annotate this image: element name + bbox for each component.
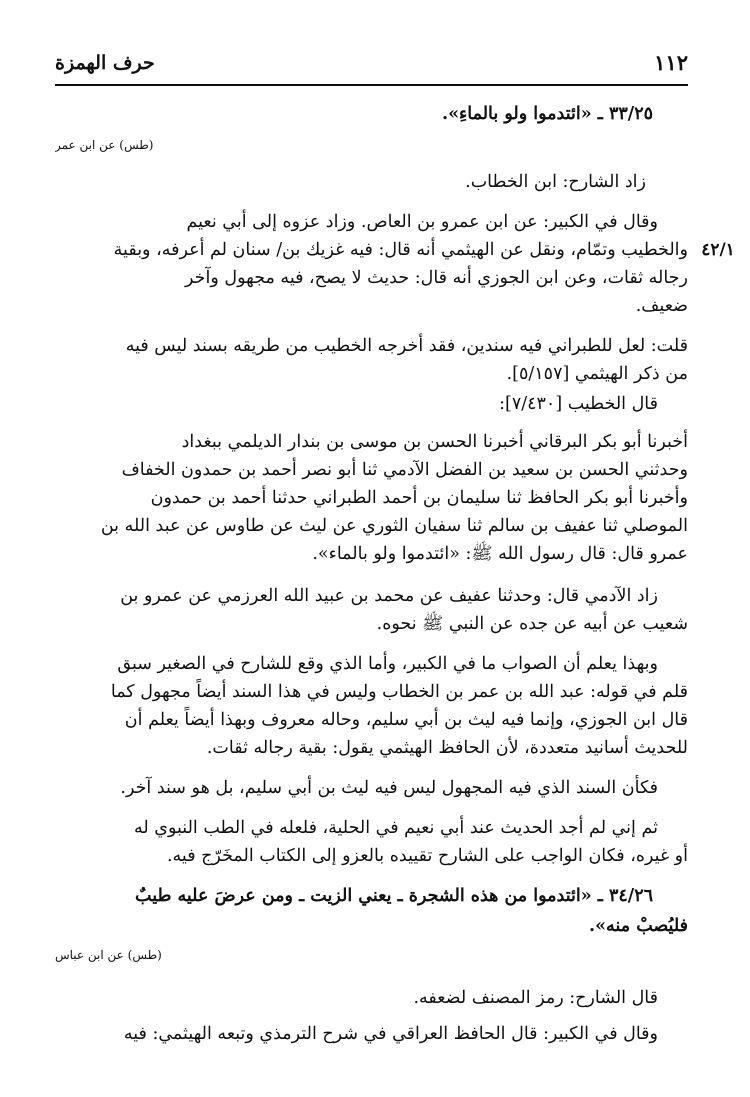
text-line: قال الخطيب [٧/٤٣٠]: — [499, 394, 658, 414]
text-line: قال ابن الجوزي، وإنما فيه ليث بن أبي سليم، وحاله معروف وبهذا أيضاً يعلم أن — [124, 710, 688, 730]
text-line: قلت: لعل للطبراني فيه سندين، فقد أخرجه الخطيب من طريقه بسند ليس فيه — [125, 336, 688, 356]
text-line: قال الشارح: رمز المصنف لضعفه. — [413, 988, 658, 1008]
page-header — [55, 50, 688, 84]
page-body — [55, 92, 735, 1097]
text-line: زاد الشارح: ابن الخطاب. — [465, 172, 646, 192]
text-line: أخبرنا أبو بكر البرقاني أخبرنا الحسن بن موسى بن بندار الديلمي ببغداد — [181, 432, 688, 452]
text-line: شعيب عن أبيه عن جده عن النبي ﷺ نحوه. — [376, 614, 688, 634]
margin-reference: ٤٢/١ — [701, 240, 735, 260]
text-line: فكأن السند الذي فيه المجهول ليس فيه ليث بن أبي سليم، بل هو سند آخر. — [120, 778, 658, 798]
header-rule — [55, 84, 688, 86]
text-line: وحدثني الحسن بن سعيد بن الفضل الآدمي ثنا أبو نصر أحمد بن حمدون الخفاف — [121, 460, 688, 480]
text-line: زاد الآدمي قال: وحدثنا عفيف عن محمد بن عبيد الله العرزمي عن عمرو بن — [120, 586, 658, 606]
text-line: قلم في قوله: عبد الله بن عمر بن الخطاب وليس في هذا السند أيضاً مجهول كما — [110, 682, 688, 702]
text-line: عمرو قال: قال رسول الله ﷺ: «ائتدموا ولو بالماء». — [312, 544, 688, 564]
text-line: من ذكر الهيثمي [٥/١٥٧]. — [506, 364, 688, 384]
text-line: ثم إني لم أجد الحديث عند أبي نعيم في الحلية، فلعله في الطب النبوي له — [134, 818, 658, 838]
text-line: وأخبرنا أبو بكر الحافظ ثنا سليمان بن أحمد الطبراني حدثنا أحمد بن حمدون — [150, 488, 688, 508]
text-line: وقال في الكبير: قال الحافظ العراقي في شرح الترمذي وتبعه الهيثمي: فيه — [123, 1024, 658, 1044]
hadith-heading-26: ٣٤/٢٦ ـ «ائتدموا من هذه الشجرة ـ يعني الزيت ـ ومن عرضَ عليه طيبٌ — [135, 886, 653, 906]
source-reference: (طس) عن ابن عمر — [55, 138, 154, 152]
page-number: ١١٢ — [654, 50, 688, 75]
text-line: ضعيف. — [635, 296, 688, 316]
text-line: للحديث أسانيد متعددة، لأن الحافظ الهيثمي يقول: بقية رجاله ثقات. — [206, 738, 688, 758]
source-reference: (طس) عن ابن عباس — [55, 948, 162, 962]
text-line: والخطيب وتمّام، ونقل عن الهيثمي أنه قال: فيه غزيك بن/ سنان لم أعرفه، وبقية — [113, 240, 688, 260]
text-line: الموصلي ثنا عفيف بن سالم ثنا سفيان الثوري عن ليث عن طاوس عن عبد الله بن — [100, 516, 688, 536]
text-line: وقال في الكبير: عن ابن عمرو بن العاص. وزاد عزوه إلى أبي نعيم — [186, 212, 658, 232]
running-title: حرف الهمزة — [55, 52, 155, 74]
text-line: رجاله ثقات، وعن ابن الجوزي أنه قال: حديث لا يصح، فيه مجهول وآخر — [185, 268, 688, 288]
hadith-heading-25: ٣٣/٢٥ ـ «ائتدموا ولو بالماءِ». — [442, 104, 653, 124]
text-line: وبهذا يعلم أن الصواب ما في الكبير، وأما الذي وقع للشارح في الصغير سبق — [117, 654, 658, 674]
text-line: أو غيره، فكان الواجب على الشارح تقييده بالعزو إلى الكتاب المخَرّج فيه. — [166, 846, 688, 866]
hadith-heading-26-continued: فليُصبْ منه». — [589, 916, 688, 936]
